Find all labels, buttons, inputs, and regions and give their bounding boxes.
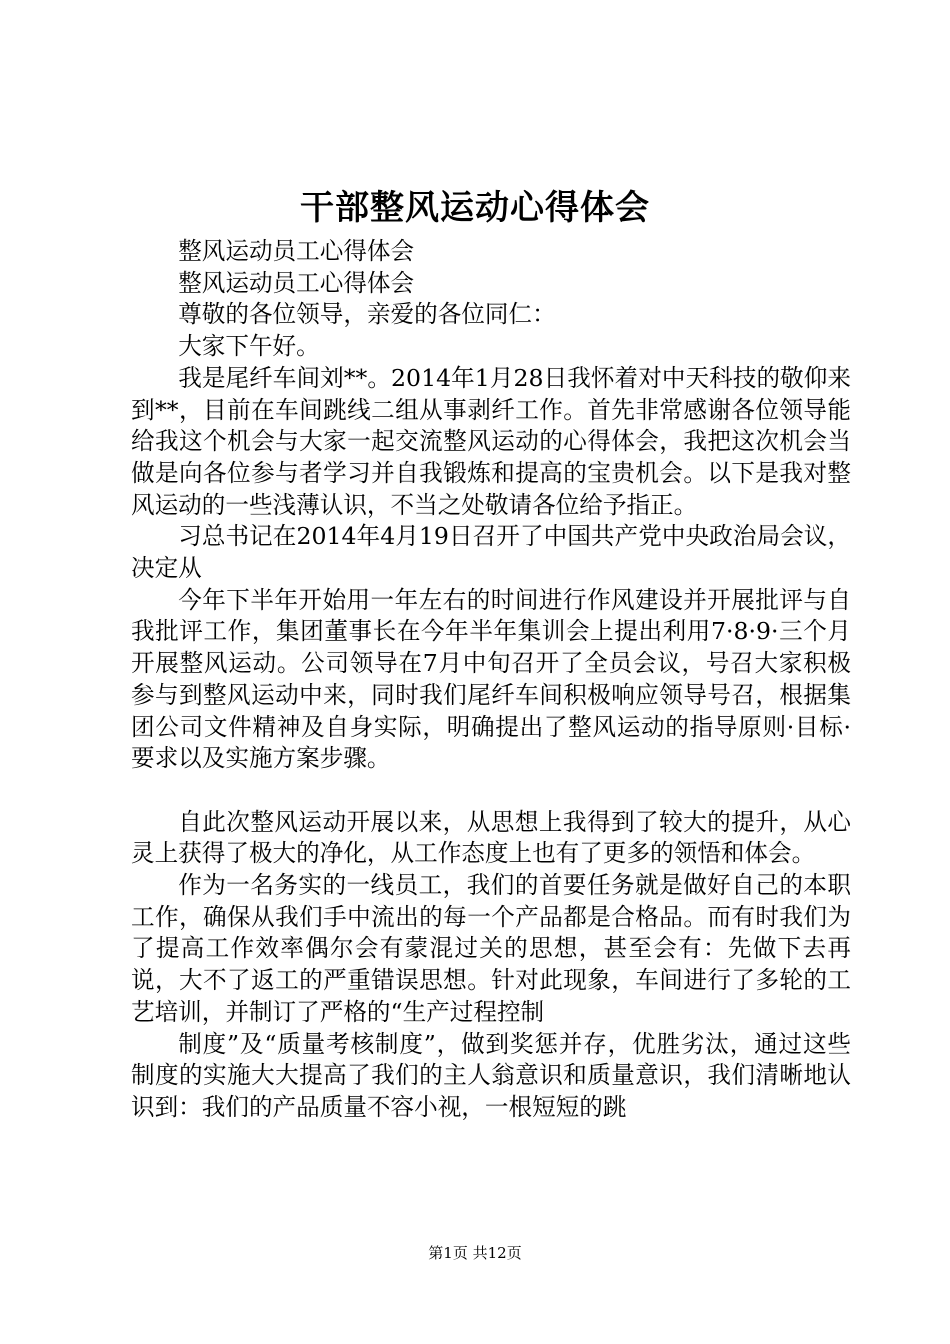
page-footer: 第1页 共12页 [428, 1244, 522, 1262]
document-title: 干部整风运动心得体会 [300, 188, 650, 228]
paragraph: 我是尾纤车间刘**。2014年1月28日我怀着对中天科技的敬仰来到**，目前在车间跳线二组从事剥纤工作。首先非常感谢各位领导能给我这个机会与大家一起交流整风运动的心得体会，我把这次机会当做是向各位参与者学习并自我锻炼和提高的宝贵机会。以下是我对整风运动的一些浅薄认识，不当之处敬请各位给予指正。 [131, 363, 851, 519]
paragraph: 作为一名务实的一线员工，我们的首要任务就是做好自己的本职工作，确保从我们手中流出的每一个产品都是合格品。而有时我们为了提高工作效率偶尔会有蒙混过关的思想，甚至会有：先做下去再说，大不了返工的严重错误思想。针对此现象，车间进行了多轮的工艺培训，并制订了严格的“生产过程控制 [131, 871, 851, 1026]
paragraph: 大家下午好。 [178, 332, 320, 361]
paragraph: 尊敬的各位领导，亲爱的各位同仁： [178, 300, 556, 329]
document-body [131, 236, 851, 1124]
paragraph: 习总书记在2014年4月19日召开了中国共产党中央政治局会议，决定从 [131, 522, 851, 583]
paragraph: 今年下半年开始用一年左右的时间进行作风建设并开展批评与自我批评工作，集团董事长在今年半年集训会上提出利用7·8·9·三个月开展整风运动。公司领导在7月中旬召开了全员会议，号召大家积极参与到整风运动中来，同时我们尾纤车间积极响应领导号召，根据集团公司文件精神及自身实际，明确提出了整风运动的指导原则·目标·要求以及实施方案步骤。 [131, 585, 851, 773]
paragraph: 整风运动员工心得体会 [178, 237, 415, 265]
paragraph: 自此次整风运动开展以来，从思想上我得到了较大的提升，从心灵上获得了极大的净化，从工作态度上也有了更多的领悟和体会。 [131, 807, 851, 868]
paragraph: 整风运动员工心得体会 [178, 268, 415, 297]
paragraph: 制度”及“质量考核制度”，做到奖惩并存，优胜劣汰，通过这些制度的实施大大提高了我们的主人翁意识和质量意识，我们清晰地认识到：我们的产品质量不容小视，一根短短的跳 [131, 1029, 851, 1121]
